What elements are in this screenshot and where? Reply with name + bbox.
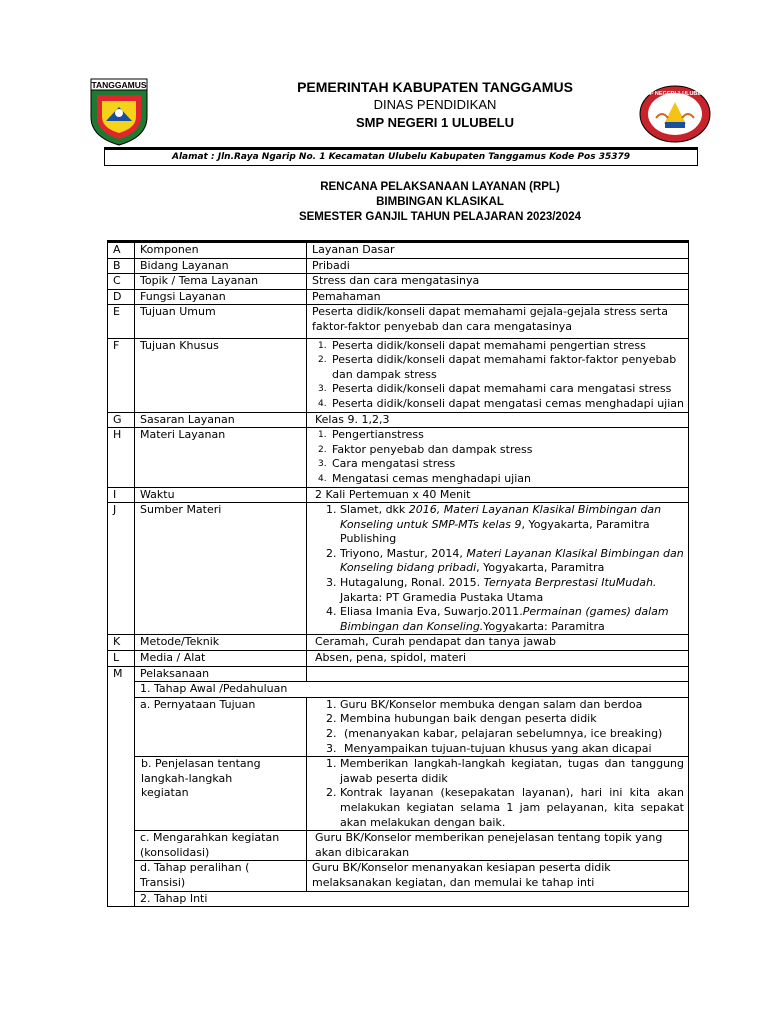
step-label: c. Mengarahkan kegiatan (konsolidasi) — [135, 831, 307, 861]
list-item: Faktor penyebab dan dampak stress — [332, 442, 533, 456]
row-label: Fungsi Layanan — [135, 289, 307, 305]
step-value: Guru BK/Konselor memberikan penejelasan tentang topik yang akan dibicarakan — [307, 831, 689, 861]
row-code: J — [108, 503, 135, 635]
row-value: Peserta didik/konseli dapat memahami gejala-gejala stress serta faktor-faktor penyebab dan cara mengatasinya — [307, 305, 689, 338]
row-value: Stress dan cara mengatasinya — [307, 274, 689, 290]
table-row — [108, 697, 689, 756]
row-code: F — [108, 338, 135, 412]
document-subtitle: BIMBINGAN KLASIKAL — [376, 196, 504, 208]
row-label: Sasaran Layanan — [135, 412, 307, 428]
row-code: K — [108, 635, 135, 651]
row-value — [307, 503, 689, 635]
tujuan-khusus-list — [318, 339, 684, 412]
table-row — [108, 861, 689, 891]
row-value: 2 Kali Pertemuan x 40 Menit — [307, 487, 689, 503]
row-code: E — [108, 305, 135, 338]
list-item: Cara mengatasi stress — [332, 457, 456, 471]
step-value — [307, 757, 689, 831]
tahap-awal-heading: 1. Tahap Awal /Pedahuluan — [135, 682, 689, 698]
list-item: Memberikan langkah-langkah kegiatan, tugas dan tanggung jawab peserta didik — [340, 757, 684, 785]
row-value: Pribadi — [307, 258, 689, 274]
step-value: Guru BK/Konselor menanyakan kesiapan peserta didik melaksanakan kegiatan, dan memulai ke tahap inti — [307, 861, 689, 891]
penjelasan-list — [326, 757, 684, 830]
row-code: B — [108, 258, 135, 274]
header-school: SMP NEGERI 1 ULUBELU — [356, 115, 514, 130]
school-logo — [638, 84, 712, 144]
step-label: d. Tahap peralihan ( Transisi) — [135, 861, 307, 891]
table-row — [108, 428, 689, 487]
row-code: H — [108, 428, 135, 487]
row-value — [307, 338, 689, 412]
row-value: Pemahaman — [307, 289, 689, 305]
row-code: G — [108, 412, 135, 428]
table-row — [108, 651, 689, 667]
row-value: Layanan Dasar — [307, 242, 689, 259]
row-label: Pelaksanaan — [135, 666, 307, 682]
table-row — [108, 412, 689, 428]
materi-list — [318, 428, 684, 486]
row-value: Kelas 9. 1,2,3 — [307, 412, 689, 428]
list-item: Peserta didik/konseli dapat memahami faktor-faktor penyebab dan dampak stress — [332, 353, 677, 381]
table-row — [108, 666, 689, 682]
table-row — [108, 258, 689, 274]
row-code: I — [108, 487, 135, 503]
list-item: Slamet, dkk 2016, Materi Layanan Klasikal Bimbingan dan Konseling untuk SMP-MTs kelas 9, Yogyakarta, Paramitra Publishing — [340, 503, 662, 546]
row-label: Tujuan Umum — [135, 305, 307, 338]
table-row — [108, 635, 689, 651]
row-label: Tujuan Khusus — [135, 338, 307, 412]
step-label: b. Penjelasan tentang langkah-langkah kegiatan — [135, 757, 307, 831]
step-value — [307, 697, 689, 756]
row-label: Materi Layanan — [135, 428, 307, 487]
logo-right-label: SMP NEGERI 1 ULUBELU — [641, 91, 709, 97]
tanggamus-logo — [88, 77, 150, 147]
row-label: Topik / Tema Layanan — [135, 274, 307, 290]
list-item: Triyono, Mastur, 2014, Materi Layanan Klasikal Bimbingan dan Konseling bidang pribadi, Yogyakarta, Paramitra — [340, 546, 684, 575]
table-row — [108, 487, 689, 503]
row-value — [307, 428, 689, 487]
row-label: Waktu — [135, 487, 307, 503]
row-value: Absen, pena, spidol, materi — [307, 651, 689, 667]
row-label: Sumber Materi — [135, 503, 307, 635]
header-department: DINAS PENDIDIKAN — [373, 97, 497, 112]
sumber-list — [326, 503, 684, 634]
list-item: Hutagalung, Ronal. 2015. Ternyata Berprestasi ItuMudah. Jakarta: PT Gramedia Pustaka Utama — [340, 576, 657, 604]
row-code: L — [108, 651, 135, 667]
step-label: a. Pernyataan Tujuan — [135, 697, 307, 756]
row-label: Komponen — [135, 242, 307, 259]
row-label: Metode/Teknik — [135, 635, 307, 651]
table-row — [108, 274, 689, 290]
list-item: Pengertianstress — [332, 428, 424, 442]
rpl-table — [107, 240, 689, 907]
school-address: Alamat : Jln.Raya Ngarip No. 1 Kecamatan Ulubelu Kabupaten Tanggamus Kode Pos 35379 — [104, 149, 698, 166]
list-item: (menanyakan kabar, pelajaran sebelumnya, ice breaking) — [344, 727, 663, 740]
list-item: Eliasa Imania Eva, Suwarjo.2011.Permainan (games) dalam Bimbingan dan Konseling.Yogyakarta: Paramitra — [340, 605, 669, 633]
list-item: Menyampaikan tujuan-tujuan khusus yang akan dicapai — [344, 741, 652, 755]
table-row — [108, 682, 689, 698]
row-code: C — [108, 274, 135, 290]
table-row — [108, 831, 689, 861]
logo-left-label: TANGGAMUS — [91, 80, 147, 90]
row-value: Ceramah, Curah pendapat dan tanya jawab — [307, 635, 689, 651]
row-code: A — [108, 242, 135, 259]
list-item: Peserta didik/konseli dapat memahami cara mengatasi stress — [332, 382, 672, 396]
table-row — [108, 242, 689, 259]
row-code: D — [108, 289, 135, 305]
table-row — [108, 503, 689, 635]
list-item: Guru BK/Konselor membuka dengan salam dan berdoa — [340, 697, 643, 711]
header-government: PEMERINTAH KABUPATEN TANGGAMUS — [297, 79, 573, 95]
row-label: Media / Alat — [135, 651, 307, 667]
list-item: Membina hubungan baik dengan peserta didik — [340, 712, 597, 726]
pernyataan-list — [326, 698, 684, 756]
table-row — [108, 305, 689, 338]
table-row — [108, 891, 689, 907]
document-semester: SEMESTER GANJIL TAHUN PELAJARAN 2023/2024 — [298, 211, 582, 223]
list-item: Peserta didik/konseli dapat memahami pengertian stress — [332, 338, 646, 352]
list-item: Mengatasi cemas menghadapi ujian — [332, 471, 531, 485]
document-title: RENCANA PELAKSANAAN LAYANAN (RPL) — [320, 181, 560, 193]
list-item: Peserta didik/konseli dapat mengatasi cemas menghadapi ujian — [332, 396, 684, 410]
table-row — [108, 757, 689, 831]
table-row — [108, 338, 689, 412]
list-item: Kontrak layanan (kesepakatan layanan), hari ini kita akan melakukan kegiatan selama 1 jam pelayanan, kita sepakat akan melakukan dengan baik. — [340, 786, 684, 829]
row-code: M — [108, 666, 135, 907]
row-label: Bidang Layanan — [135, 258, 307, 274]
table-row — [108, 289, 689, 305]
tahap-inti-heading: 2. Tahap Inti — [135, 891, 689, 907]
